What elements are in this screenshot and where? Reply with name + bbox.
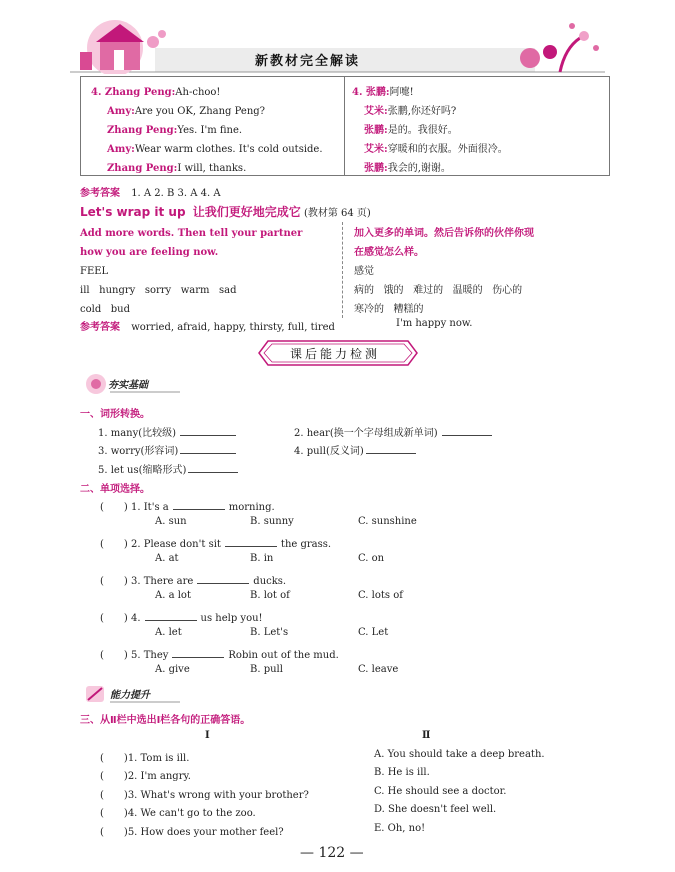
part1-item: 2. hear(换一个字母组成新单词) <box>294 424 492 439</box>
dialogue-divider <box>344 77 345 175</box>
part3-column-2-header: Ⅱ <box>422 730 431 741</box>
match-row: ( )4. We can't go to the zoo. <box>100 808 256 819</box>
dialogue-line: 4. 张鹏:阿嚏! <box>352 87 414 98</box>
answer-key-label: 参考答案 <box>80 188 120 199</box>
mcq-option: B. Let's <box>250 627 289 638</box>
mcq-option: A. let <box>155 627 182 638</box>
mcq-option: A. give <box>155 664 190 675</box>
flower-decoration-icon <box>520 23 599 72</box>
wrap-instruction-en: Add more words. Then tell your partner how you are feeling now. <box>80 228 303 258</box>
mcq-question: ( ) 5. They Robin out of the mud. <box>100 650 339 661</box>
mcq-question: ( ) 3. There are ducks. <box>100 576 287 587</box>
mcq-option: C. sunshine <box>358 516 417 527</box>
wrap-divider <box>342 222 343 318</box>
mcq-option: A. at <box>155 553 179 564</box>
part2-title: 二、单项选择。 <box>80 484 150 495</box>
mcq-option: B. pull <box>250 664 283 675</box>
section-improve-label: 能力提升 <box>110 690 150 701</box>
dialogue-line: 张鹏:我会的,谢谢。 <box>364 163 451 174</box>
dialogue-line: Zhang Peng:Yes. I'm fine. <box>107 125 243 136</box>
match-row: ( )2. I'm angry. <box>100 771 191 782</box>
mcq-option: A. a lot <box>155 590 191 601</box>
wrap-words-en: FEEL ill hungry sorry warm sad cold bud <box>80 266 237 315</box>
part1-item: 4. pull(反义词) <box>294 442 416 457</box>
match-answer: C. He should see a doctor. <box>374 786 507 797</box>
part3-column-1-header: Ⅰ <box>205 730 210 741</box>
part1-item: 3. worry(形容词) <box>98 442 236 457</box>
dialogue-zh <box>352 83 508 178</box>
part1-title: 一、词形转换。 <box>80 409 150 420</box>
match-row: ( )1. Tom is ill. <box>100 753 190 764</box>
mcq-option: B. in <box>250 553 274 564</box>
mcq-option: C. leave <box>358 664 399 675</box>
mcq-option: A. sun <box>155 516 187 527</box>
mcq-option: B. sunny <box>250 516 294 527</box>
mcq-option: C. lots of <box>358 590 403 601</box>
header-title: 新教材完全解读 <box>255 54 361 69</box>
dialogue-line: 4. Zhang Peng:Ah-choo! <box>91 87 221 98</box>
part3-title: 三、从Ⅱ栏中选出Ⅰ栏各句的正确答语。 <box>80 715 251 726</box>
mcq-option: C. Let <box>358 627 389 638</box>
banner-title: 课后能力检测 <box>290 347 381 361</box>
part1-item: 1. many(比较级) <box>98 424 236 439</box>
wrap-instruction-zh: 加入更多的单词。然后告诉你的伙伴你现 在感觉怎么样。 <box>354 228 534 258</box>
wrap-words-zh: 感觉 病的 饿的 难过的 温暖的 伤心的 寒冷的 糟糕的 <box>354 266 523 315</box>
match-answer: A. You should take a deep breath. <box>374 749 545 760</box>
mcq-option: C. on <box>358 553 385 564</box>
page-number: — 122 — <box>300 845 364 861</box>
dialogue-line: Amy:Are you OK, Zhang Peng? <box>107 106 266 117</box>
match-answer: B. He is ill. <box>374 767 430 778</box>
match-row: ( )3. What's wrong with your brother? <box>100 790 309 801</box>
section-basic-label: 夯实基础 <box>108 380 148 391</box>
mcq-option: B. lot of <box>250 590 290 601</box>
dialogue-line: 张鹏:是的。我很好。 <box>364 125 458 136</box>
answer-key-2: 参考答案 worried, afraid, happy, thirsty, full, tired <box>80 322 335 333</box>
answer-key-2-extra: I'm happy now. <box>396 318 473 329</box>
match-answer: E. Oh, no! <box>374 823 426 834</box>
dialogue-line: 艾米:张鹏,你还好吗? <box>364 106 457 117</box>
answer-key-text: 1. A 2. B 3. A 4. A <box>131 188 221 199</box>
answer-key-1 <box>80 184 221 199</box>
dialogue-line: Amy:Wear warm clothes. It's cold outside. <box>107 144 323 155</box>
mcq-question: ( ) 1. It's a morning. <box>100 502 275 513</box>
mcq-question: ( ) 4. us help you! <box>100 613 263 624</box>
wrap-heading: Let's wrap it up 让我们更好地完成它 (教材第 64 页) <box>80 205 371 219</box>
part1-item: 5. let us(缩略形式) <box>98 461 238 476</box>
match-answer: D. She doesn't feel well. <box>374 804 497 815</box>
dialogue-en <box>91 83 323 178</box>
house-icon <box>80 20 166 74</box>
dialogue-line: 艾米:穿暖和的衣服。外面很冷。 <box>364 144 508 155</box>
dialogue-line: Zhang Peng:I will, thanks. <box>107 163 247 174</box>
match-row: ( )5. How does your mother feel? <box>100 827 284 838</box>
mcq-question: ( ) 2. Please don't sit the grass. <box>100 539 332 550</box>
